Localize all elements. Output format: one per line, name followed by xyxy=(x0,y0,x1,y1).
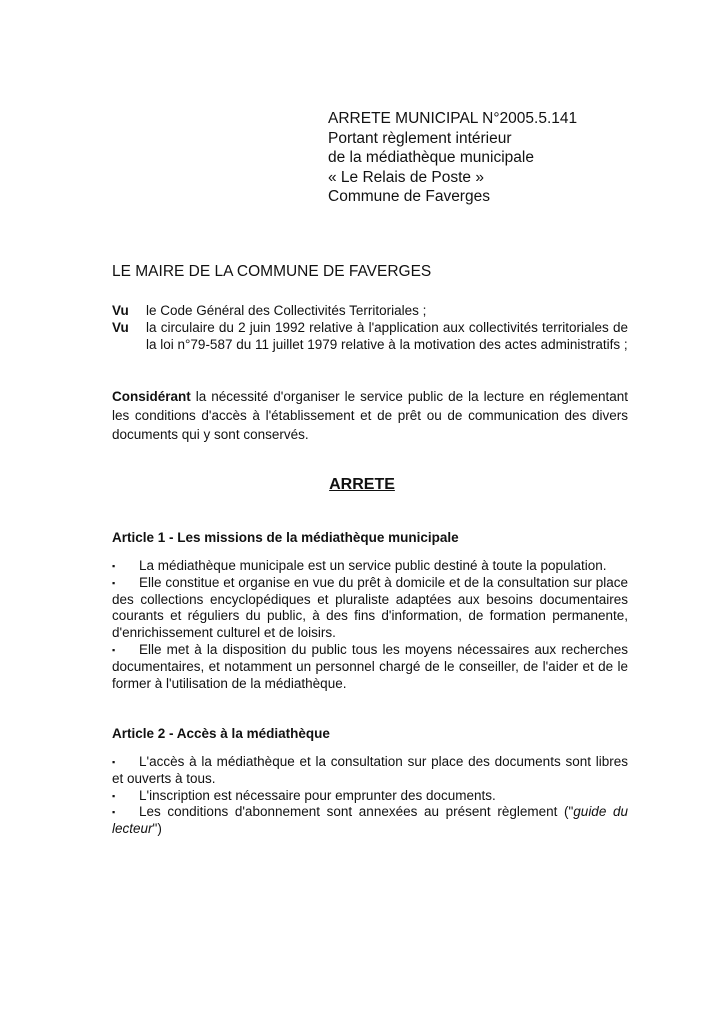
bullet-text: L'inscription est nécessaire pour emprunter des documents. xyxy=(139,787,496,803)
bullet-text-before: Les conditions d'abonnement sont annexées au présent règlement (" xyxy=(139,804,574,820)
bullet-text: L'accès à la médiathèque et la consultation sur place des documents sont libres et ouverts à tous. xyxy=(112,754,628,786)
vu-label: Vu xyxy=(112,320,129,335)
decree-subject-line-3: « Le Relais de Poste » xyxy=(328,168,484,186)
vu-label: Vu xyxy=(112,303,129,318)
bullet-icon: ▪ xyxy=(112,561,116,571)
vu-text: le Code Général des Collectivités Territoriales ; xyxy=(146,303,427,318)
arrete-heading: ARRETE xyxy=(329,476,395,493)
vu-text: la circulaire du 2 juin 1992 relative à l'application aux collectivités territoriales de la loi n°79-587 du 11 juillet 1979 relative à la motivation des actes administratifs ; xyxy=(146,320,628,352)
list-item xyxy=(112,754,628,788)
decree-subject-line-2: de la médiathèque municipale xyxy=(328,149,534,167)
bullet-text: La médiathèque municipale est un service public destiné à toute la population. xyxy=(139,558,607,573)
list-item xyxy=(112,575,628,642)
article-1-bullets xyxy=(112,558,628,692)
list-item xyxy=(112,558,628,575)
bullet-icon: ▪ xyxy=(112,644,116,655)
considerant-text: la nécessité d'organiser le service public de la lecture en réglementant les conditions d'accès à l'établissement et de prêt ou de communication des divers documents qui y sont conservés. xyxy=(112,389,628,442)
bullet-text: Elle constitue et organise en vue du prêt à domicile et de la consultation sur place des collections encyclopédiques et pluraliste adaptées aux besoins documentaires courants et réguliers du public, à des fins d'information, de formation permanente, d'enrichissement culturel et de loisirs. xyxy=(112,574,628,641)
legal-basis-list xyxy=(112,302,628,353)
bullet-icon: ▪ xyxy=(112,577,116,588)
considerant-lead: Considérant xyxy=(112,389,191,404)
article-2-bullets xyxy=(112,754,628,838)
decree-commune: Commune de Faverges xyxy=(328,188,490,206)
decree-title-block xyxy=(328,109,668,207)
bullet-icon: ▪ xyxy=(112,757,116,767)
legal-basis-item xyxy=(112,302,628,319)
article-2-title: Article 2 - Accès à la médiathèque xyxy=(112,726,330,741)
decree-subject-line-1: Portant règlement intérieur xyxy=(328,129,512,147)
list-item xyxy=(112,642,628,692)
list-item xyxy=(112,788,628,805)
guide-du-lecteur-reference: guide du lecteur xyxy=(112,804,628,837)
decree-number: ARRETE MUNICIPAL N°2005.5.141 xyxy=(328,110,578,127)
legal-basis-item xyxy=(112,319,628,353)
bullet-text: Elle met à la disposition du public tous les moyens nécessaires aux recherches documentaires, et notamment un personnel chargé de le conseiller, de l'aider et de le former à l'utilisation de la médiathèque. xyxy=(112,641,628,691)
mayor-heading: LE MAIRE DE LA COMMUNE DE FAVERGES xyxy=(112,263,432,280)
bullet-icon: ▪ xyxy=(112,790,116,801)
bullet-icon: ▪ xyxy=(112,807,116,818)
bullet-text-after: ") xyxy=(152,821,162,837)
list-item xyxy=(112,804,628,838)
article-1-title: Article 1 - Les missions de la médiathèque municipale xyxy=(112,530,459,545)
considerant-paragraph xyxy=(112,387,628,444)
